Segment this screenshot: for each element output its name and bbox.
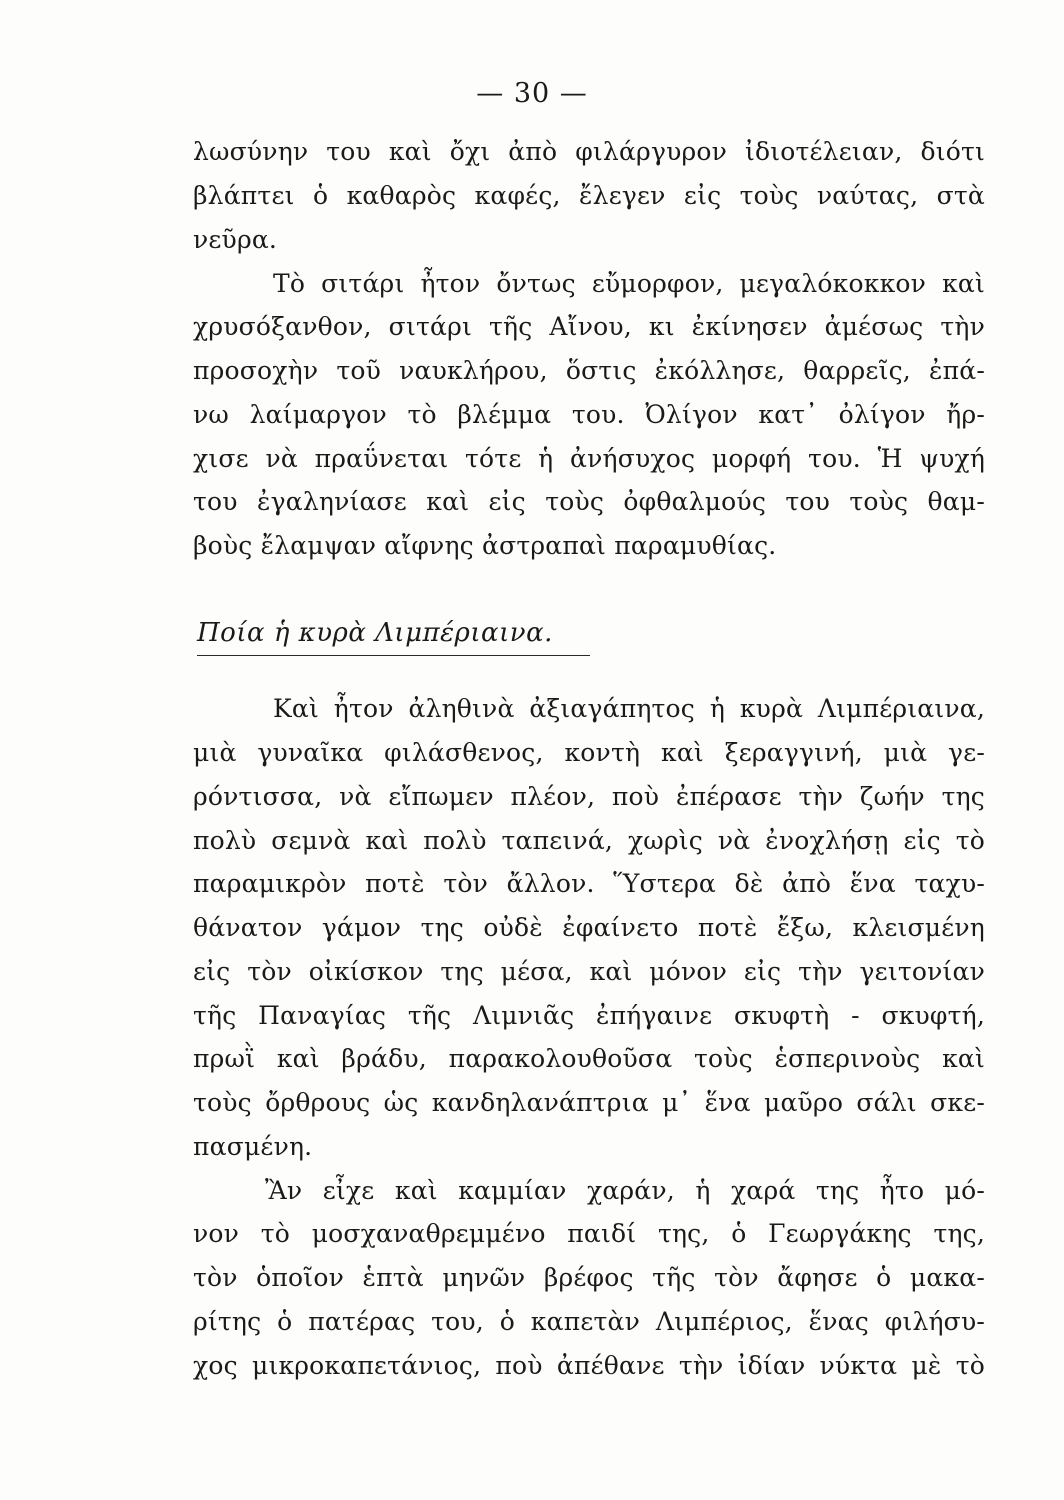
heading-underline [197,655,590,656]
text-line: χος μικροκαπετάνιος, ποὺ ἀπέθανε τὴν ἰδίαν νύκτα μὲ τὸ [193,1351,985,1380]
text-line: του ἐγαληνίασε καὶ εἰς τοὺς ὀφθαλμούς του τοὺς θαμ- [193,487,985,516]
text-line: μιὰ γυναῖκα φιλάσθενος, κοντὴ καὶ ξεραγγινή, μιὰ γε- [193,738,985,767]
text-line: νω λαίμαργον τὸ βλέμμα του. Ὀλίγον κατ᾿ ὀλίγον ἤρ- [193,400,985,429]
text-line: νεῦρα. [193,225,278,254]
text-line: ρόντισσα, νὰ εἴπωμεν πλέον, ποὺ ἐπέρασε τὴν ζωήν της [193,782,985,811]
text-line: χρυσόξανθον, σιτάρι τῆς Αἴνου, κι ἐκίνησεν ἀμέσως τὴν [193,312,985,341]
text-line: πασμένη. [193,1132,313,1161]
page-number: — 30 — [476,78,588,109]
text-line: Καὶ ἦτον ἀληθινὰ ἀξιαγάπητος ἡ κυρὰ Λιμπέριαινα, [273,694,985,723]
text-line: τοὺς ὄρθρους ὡς κανδηλανάπτρια μ᾿ ἕνα μαῦρο σάλι σκε- [193,1088,985,1117]
text-line: πρωῒ καὶ βράδυ, παρακολουθοῦσα τοὺς ἑσπερινοὺς καὶ [193,1044,985,1073]
text-line: προσοχὴν τοῦ ναυκλήρου, ὅστις ἐκόλλησε, θαρρεῖς, ἐπά- [193,356,985,385]
text-line: βλάπτει ὁ καθαρὸς καφές, ἔλεγεν εἰς τοὺς ναύτας, στὰ [193,181,985,210]
text-line: εἰς τὸν οἰκίσκον της μέσα, καὶ μόνον εἰς τὴν γειτονίαν [193,957,985,986]
text-line: ρίτης ὁ πατέρας του, ὁ καπετὰν Λιμπέριος, ἕνας φιλήσυ- [193,1307,985,1336]
text-line: Τὸ σιτάρι ἦτον ὄντως εὔμορφον, μεγαλόκοκκον καὶ [273,269,985,298]
text-line: παραμικρὸν ποτὲ τὸν ἄλλον. Ὕστερα δὲ ἀπὸ ἕνα ταχυ- [193,869,985,898]
text-line: χισε νὰ πραΰνεται τότε ἡ ἀνήσυχος μορφή του. Ἡ ψυχή [193,444,985,473]
text-line: θάνατον γάμον της οὐδὲ ἐφαίνετο ποτὲ ἔξω, κλεισμένη [193,913,985,942]
text-line: λωσύνην του καὶ ὄχι ἀπὸ φιλάργυρον ἰδιοτέλειαν, διότι [193,137,985,166]
text-line: τὸν ὁποῖον ἑπτὰ μηνῶν βρέφος τῆς τὸν ἄφησε ὁ μακα- [193,1263,985,1292]
text-line: Ἂν εἶχε καὶ καμμίαν χαράν, ἡ χαρά της ἦτο μό- [265,1176,985,1205]
text-line: βοὺς ἔλαμψαν αἴφνης ἀστραπαὶ παραμυθίας. [193,531,777,560]
section-heading: Ποία ἡ κυρὰ Λιμπέριαινα. [197,618,553,648]
text-line: πολὺ σεμνὰ καὶ πολὺ ταπεινά, χωρὶς νὰ ἐνοχλήσῃ εἰς τὸ [193,826,985,855]
text-line: τῆς Παναγίας τῆς Λιμνιᾶς ἐπήγαινε σκυφτὴ - σκυφτή, [193,1001,985,1030]
text-line: νον τὸ μοσχαναθρεμμένο παιδί της, ὁ Γεωργάκης της, [193,1219,985,1248]
